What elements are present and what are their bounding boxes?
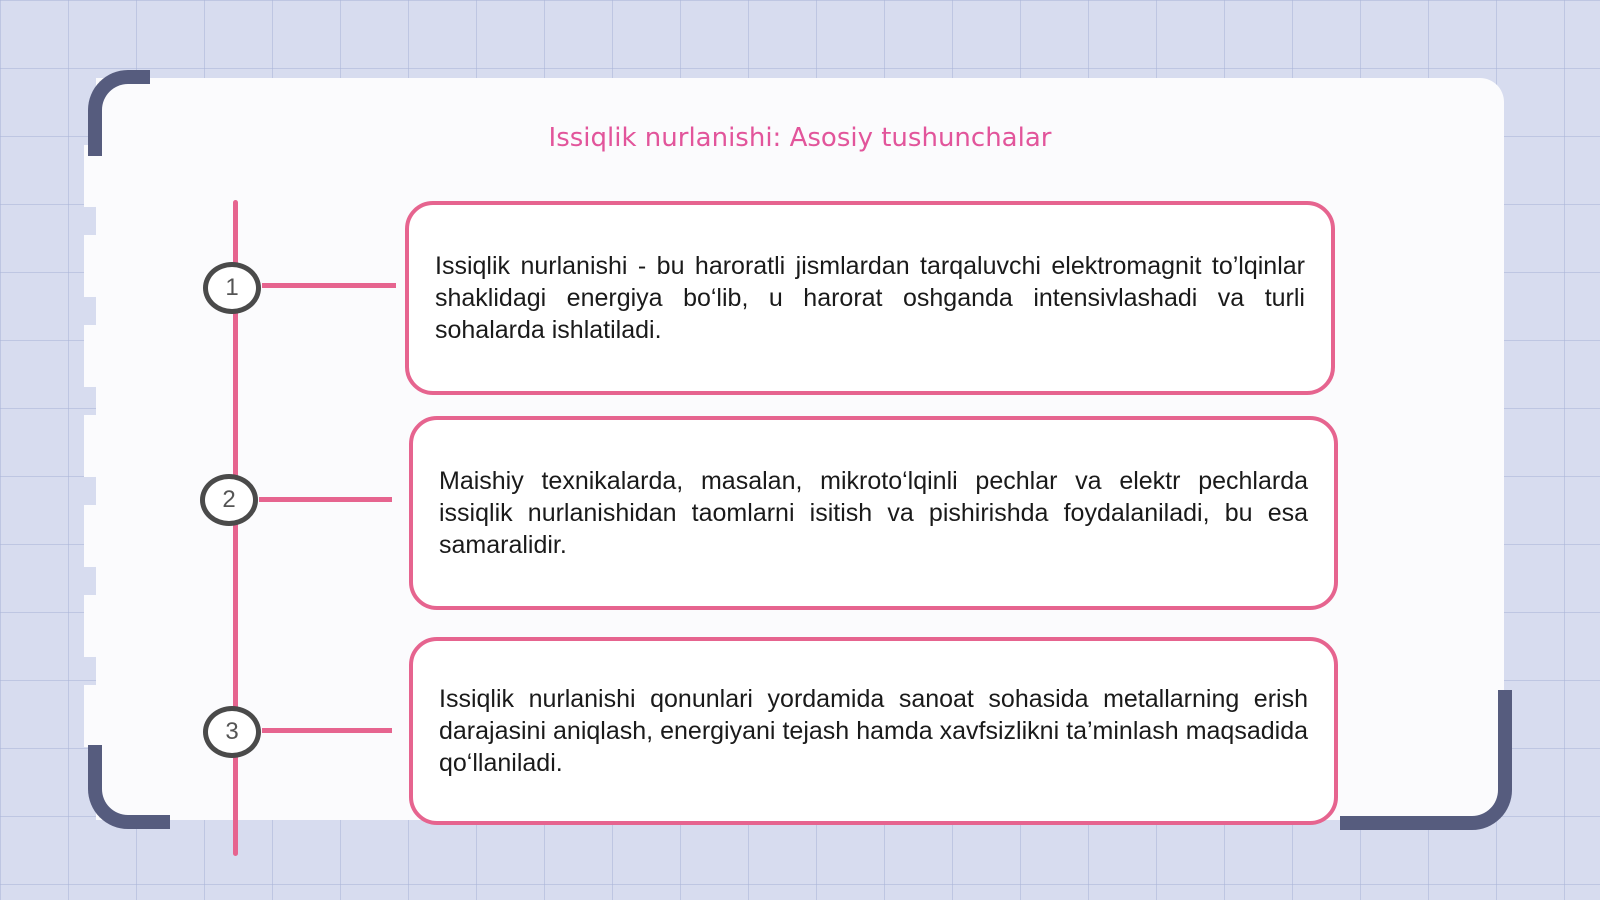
frame-corner-bottom-left	[88, 745, 170, 829]
info-card-text: Issiqlik nurlanishi qonunlari yordamida sanoat sohasida metallarning erish darajasini aniqlash, energiyani tejash hamda xavfsizlikni ta’minlash maqsadida qo‘llaniladi.	[439, 685, 1308, 777]
info-card-text: Maishiy texnikalarda, masalan, mikroto‘lqinli pechlar va elektr pechlarda issiqlik nurlanishidan taomlarni isitish va pishirishda foydalaniladi, bu esa samaralidir.	[439, 467, 1308, 559]
info-card	[409, 637, 1338, 825]
info-card-text: Issiqlik nurlanishi - bu haroratli jismlardan tarqaluvchi elektromagnit to’lqinlar shaklidagi energiya bo‘lib, u harorat oshganda intensivlashadi va turli sohalarda ishlatiladi.	[435, 252, 1305, 344]
frame-corner-top-left	[88, 70, 150, 156]
timeline-connector	[262, 728, 392, 733]
slide-title: Issiqlik nurlanishi: Asosiy tushunchalar	[548, 123, 1052, 153]
step-number-circle: 3	[203, 706, 261, 758]
info-card	[405, 201, 1335, 395]
frame-corner-bottom-right	[1340, 690, 1512, 830]
step-number-circle: 2	[200, 474, 258, 526]
timeline-connector	[259, 497, 392, 502]
step-number-circle: 1	[203, 262, 261, 314]
info-card	[409, 416, 1338, 610]
timeline-connector	[262, 283, 396, 288]
